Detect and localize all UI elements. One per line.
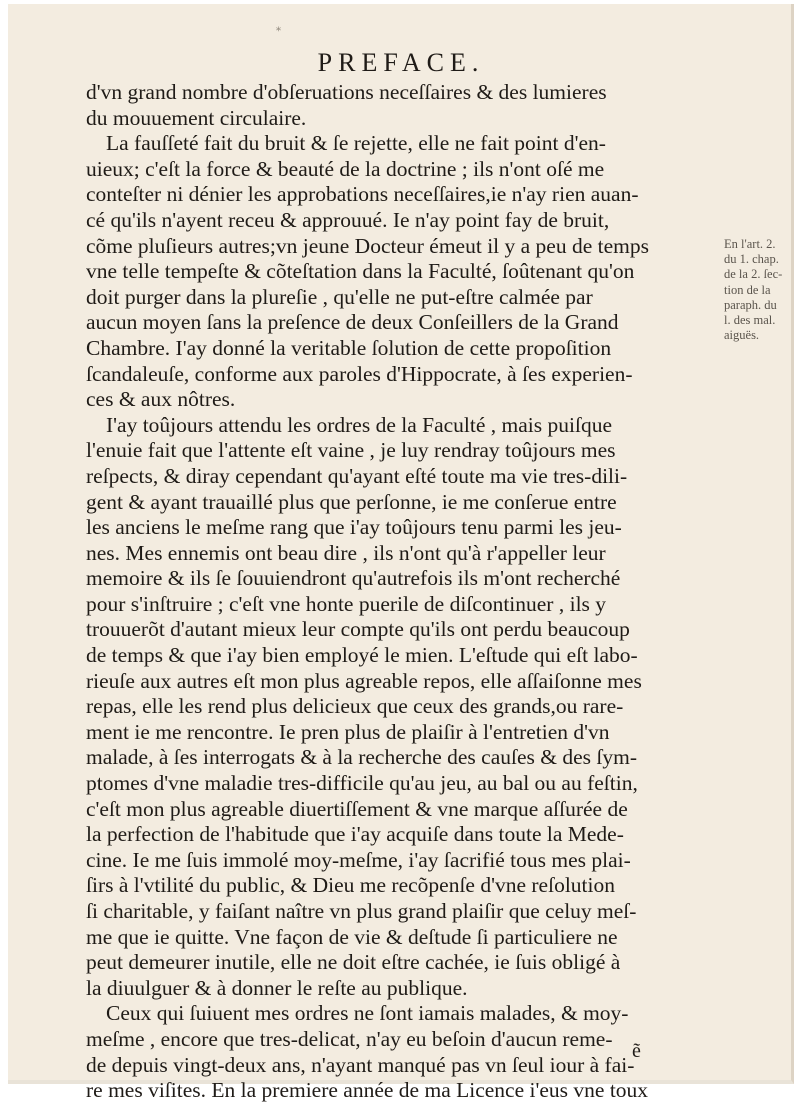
text-line: de depuis vingt-deux ans, n'ayant manqué pas vn ſeul iour à fai- [86,1052,635,1077]
text-line: d'vn grand nombre d'obſeruations neceſſaires & des lumieres [86,80,607,104]
text-line: Chambre. I'ay donné la veritable ſolution de cette propoſition [86,335,612,360]
text-line: re mes viſites. En la premiere année de ma Licence i'eus vne toux [86,1078,649,1103]
margin-note-line: paraph. du [724,297,777,312]
text-line: nes. Mes ennemis ont beau dire , ils n'ont qu'à r'appeller leur [86,540,606,565]
margin-note-line: du 1. chap. [724,252,779,267]
text-line: memoire & ils ſe ſouuiendront qu'autrefois ils m'ont recherché [86,566,621,591]
text-line: malade, à ſes interrogats & à la recherche des cauſes & des ſym- [86,745,638,770]
signature-mark: ẽ [632,1040,641,1062]
text-line: ſi charitable, y faiſant naître vn plus grand plaiſir que celuy meſ- [86,899,637,923]
text-line: ces & aux nôtres. [86,387,236,412]
text-line: doit purger dans la plureſie , qu'elle ne put-eſtre calmée par [86,284,593,309]
margin-note-line: En l'art. 2. [724,237,776,251]
margin-note-line: aiguës. [724,328,760,343]
text-line: meſme , encore que tres-delicat, n'ay eu beſoin d'aucun reme- [86,1026,613,1051]
text-line: la diuulguer & à donner le reſte au publique. [86,975,468,1000]
margin-note-line: de la 2. ſec- [724,267,783,282]
margin-note-line: l. des mal. [724,313,776,328]
body-text [86,80,716,1104]
text-line: trouuerõt d'autant mieux leur compte qu'ils ont perdu beaucoup [86,617,630,642]
text-line: repas, elle les rend plus delicieux que ceux des grands,ou rare- [86,694,624,719]
margin-note-line: tion de la [724,282,771,297]
margin-note [724,237,794,343]
text-line: Ceux qui ſuiuent mes ordres ne ſont iamais malades, & moy- [106,1001,629,1026]
text-line: cé qu'ils n'ayent receu & approuué. Ie n'ay point fay de bruit, [86,207,610,232]
text-line: vne telle tempeſte & cõteſtation dans la Faculté, ſoûtenant qu'on [86,259,635,284]
page-header: PREFACE. [317,48,485,77]
text-line: conteſter ni dénier les approbations neceſſaires,ie n'ay rien auan- [86,182,639,207]
text-line: ſirs à l'vtilité du public, & Dieu me recõpenſe d'vne reſolution [86,873,615,898]
text-line: rieuſe aux autres eſt mon plus agreable repos, elle aſſaiſonne mes [86,668,642,693]
top-mark: * [276,26,281,37]
book-page [8,4,794,1103]
text-line: ptomes d'vne maladie tres-difficile qu'au jeu, au bal ou au feſtin, [86,771,638,796]
text-line: La fauſſeté fait du bruit & ſe rejette, elle ne fait point d'en- [106,131,606,156]
text-line: pour s'inſtruire ; c'eſt vne honte puerile de diſcontinuer , ils y [86,591,607,616]
text-line: aucun moyen ſans la preſence de deux Conſeillers de la Grand [86,310,619,335]
text-line: cõme pluſieurs autres;vn jeune Docteur émeut il y a peu de temps [86,233,649,258]
text-line: I'ay toûjours attendu les ordres de la Faculté , mais puiſque [106,412,613,437]
text-line: peut demeurer inutile, elle ne doit eſtre cachée, ie ſuis obligé à [86,950,621,975]
text-line: les anciens le meſme rang que i'ay toûjours tenu parmi les jeu- [86,515,622,540]
text-line: ſcandaleuſe, conforme aux paroles d'Hippocrate, à ſes experien- [86,361,633,386]
text-line: c'eſt mon plus agreable diuertiſſement & vne marque aſſurée de [86,796,628,821]
text-line: me que ie quitte. Vne façon de vie & deſtude ſi particuliere ne [86,924,618,949]
text-line: reſpects, & diray cependant qu'ayant eſté toute ma vie tres-dili- [86,463,628,488]
text-line: la perfection de l'habitude que i'ay acquiſe dans toute la Mede- [86,822,624,847]
text-line: du mouuement circulaire. [86,105,307,130]
text-line: cine. Ie me ſuis immolé moy-meſme, i'ay ſacrifié tous mes plai- [86,847,631,872]
text-line: ment ie me rencontre. Ie pren plus de plaiſir à l'entretien d'vn [86,719,610,744]
text-line: uieux; c'eſt la force & beauté de la doctrine ; ils n'ont oſé me [86,156,605,181]
text-line: gent & ayant trauaillé plus que perſonne, ie me conſerue entre [86,489,617,514]
text-line: de temps & que i'ay bien employé le mien. L'eſtude qui eſt labo- [86,643,638,668]
text-line: l'enuie fait que l'attente eſt vaine , je luy rendray toûjours mes [86,438,616,463]
